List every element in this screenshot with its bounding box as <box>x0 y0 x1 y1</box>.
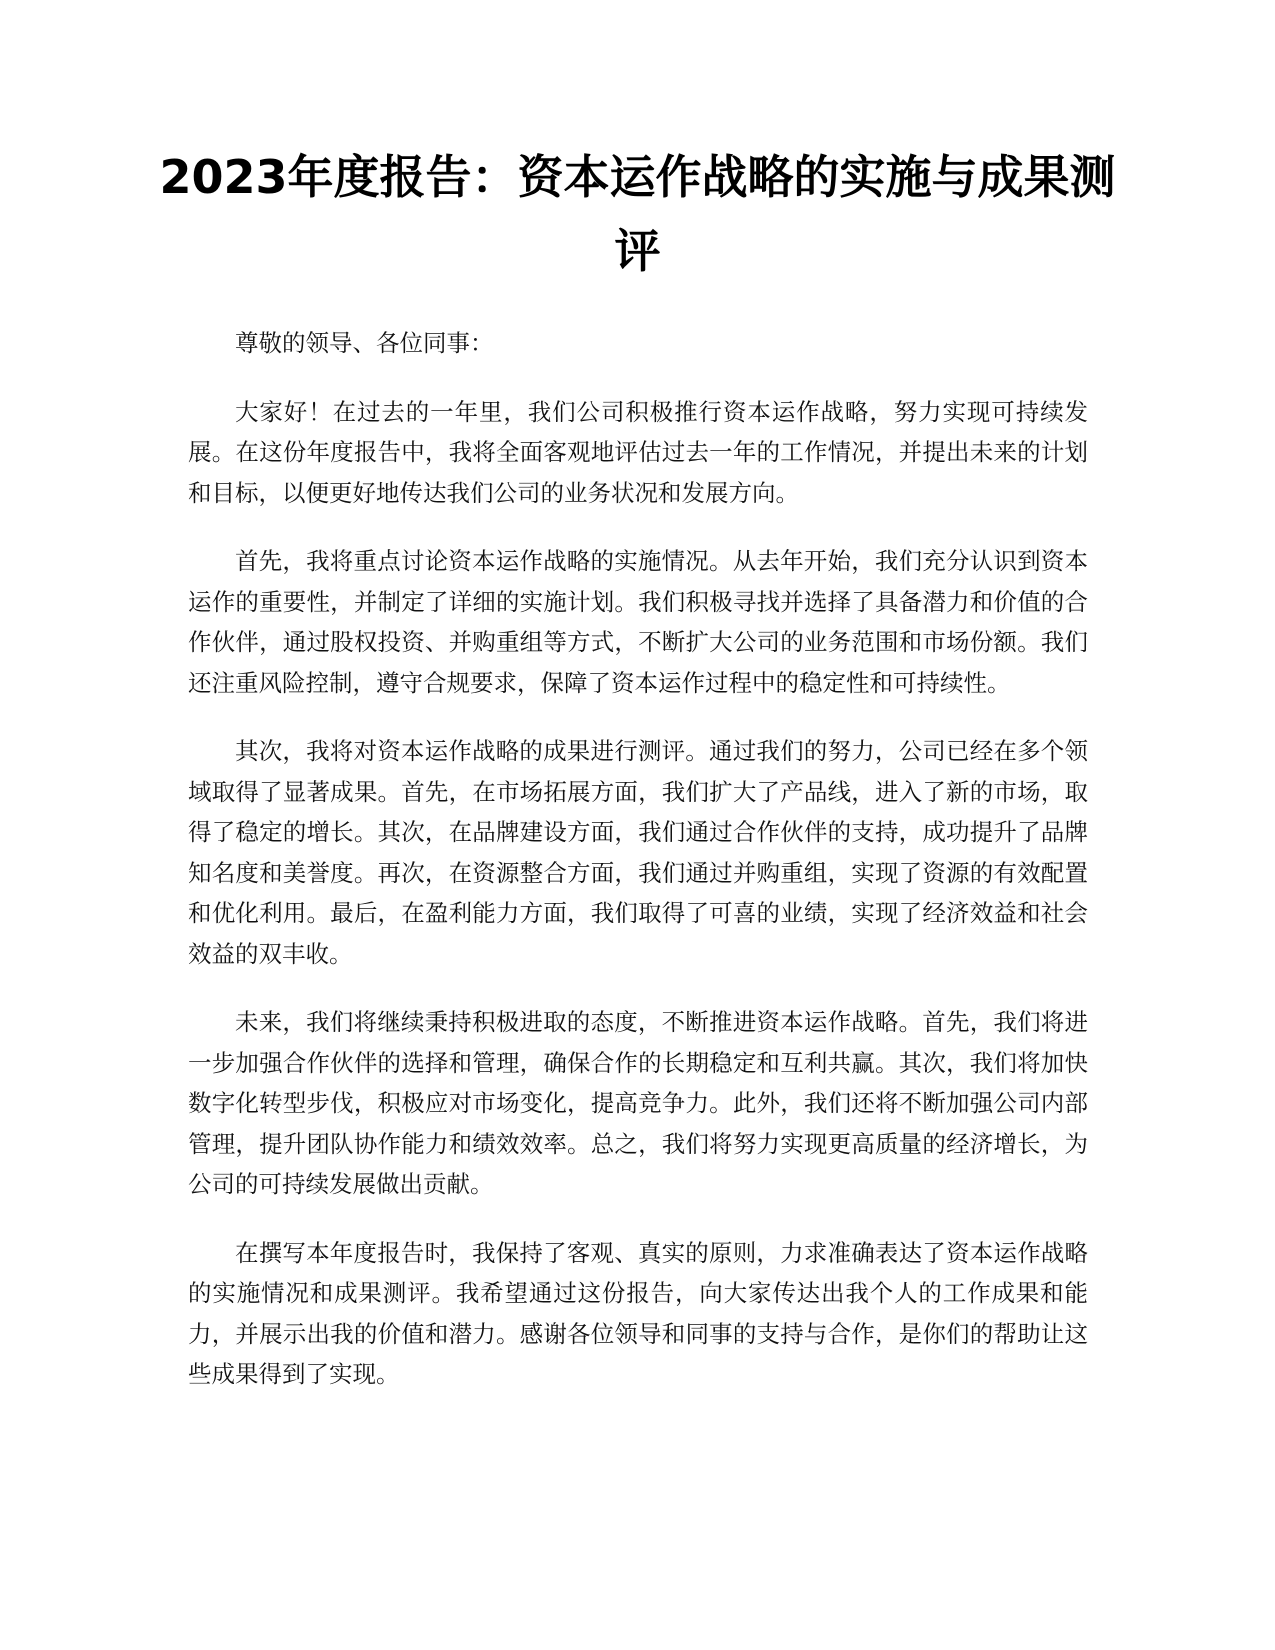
salutation: 尊敬的领导、各位同事： <box>235 329 494 357</box>
paragraph-results: 其次，我将对资本运作战略的成果进行测评。通过我们的努力，公司已经在多个领域取得了显著成果。首先，在市场拓展方面，我们扩大了产品线，进入了新的市场，取得了稳定的增长。其次，在品牌建设方面，我们通过合作伙伴的支持，成功提升了品牌知名度和美誉度。再次，在资源整合方面，我们通过并购重组，实现了资源的有效配置和优化利用。最后，在盈利能力方面，我们取得了可喜的业绩，实现了经济效益和社会效益的双丰收。 <box>188 737 1088 968</box>
paragraph-intro: 大家好！在过去的一年里，我们公司积极推行资本运作战略，努力实现可持续发展。在这份年度报告中，我将全面客观地评估过去一年的工作情况，并提出未来的计划和目标，以便更好地传达我们公司的业务状况和发展方向。 <box>188 397 1088 507</box>
paragraph-implementation: 首先，我将重点讨论资本运作战略的实施情况。从去年开始，我们充分认识到资本运作的重要性，并制定了详细的实施计划。我们积极寻找并选择了具备潜力和价值的合作伙伴，通过股权投资、并购重组等方式，不断扩大公司的业务范围和市场份额。我们还注重风险控制，遵守合规要求，保障了资本运作过程中的稳定性和可持续性。 <box>188 547 1088 697</box>
paragraph-future: 未来，我们将继续秉持积极进取的态度，不断推进资本运作战略。首先，我们将进一步加强合作伙伴的选择和管理，确保合作的长期稳定和互利共赢。其次，我们将加快数字化转型步伐，积极应对市场变化，提高竞争力。此外，我们还将不断加强公司内部管理，提升团队协作能力和绩效效率。总之，我们将努力实现更高质量的经济增长，为公司的可持续发展做出贡献。 <box>188 1008 1088 1198</box>
document-body <box>188 323 1088 1423</box>
paragraph-closing: 在撰写本年度报告时，我保持了客观、真实的原则，力求准确表达了资本运作战略的实施情况和成果测评。我希望通过这份报告，向大家传达出我个人的工作成果和能力，并展示出我的价值和潜力。感谢各位领导和同事的支持与合作，是你们的帮助让这些成果得到了实现。 <box>188 1238 1088 1388</box>
document-title: 2023年度报告：资本运作战略的实施与成果测评 <box>159 150 1116 278</box>
